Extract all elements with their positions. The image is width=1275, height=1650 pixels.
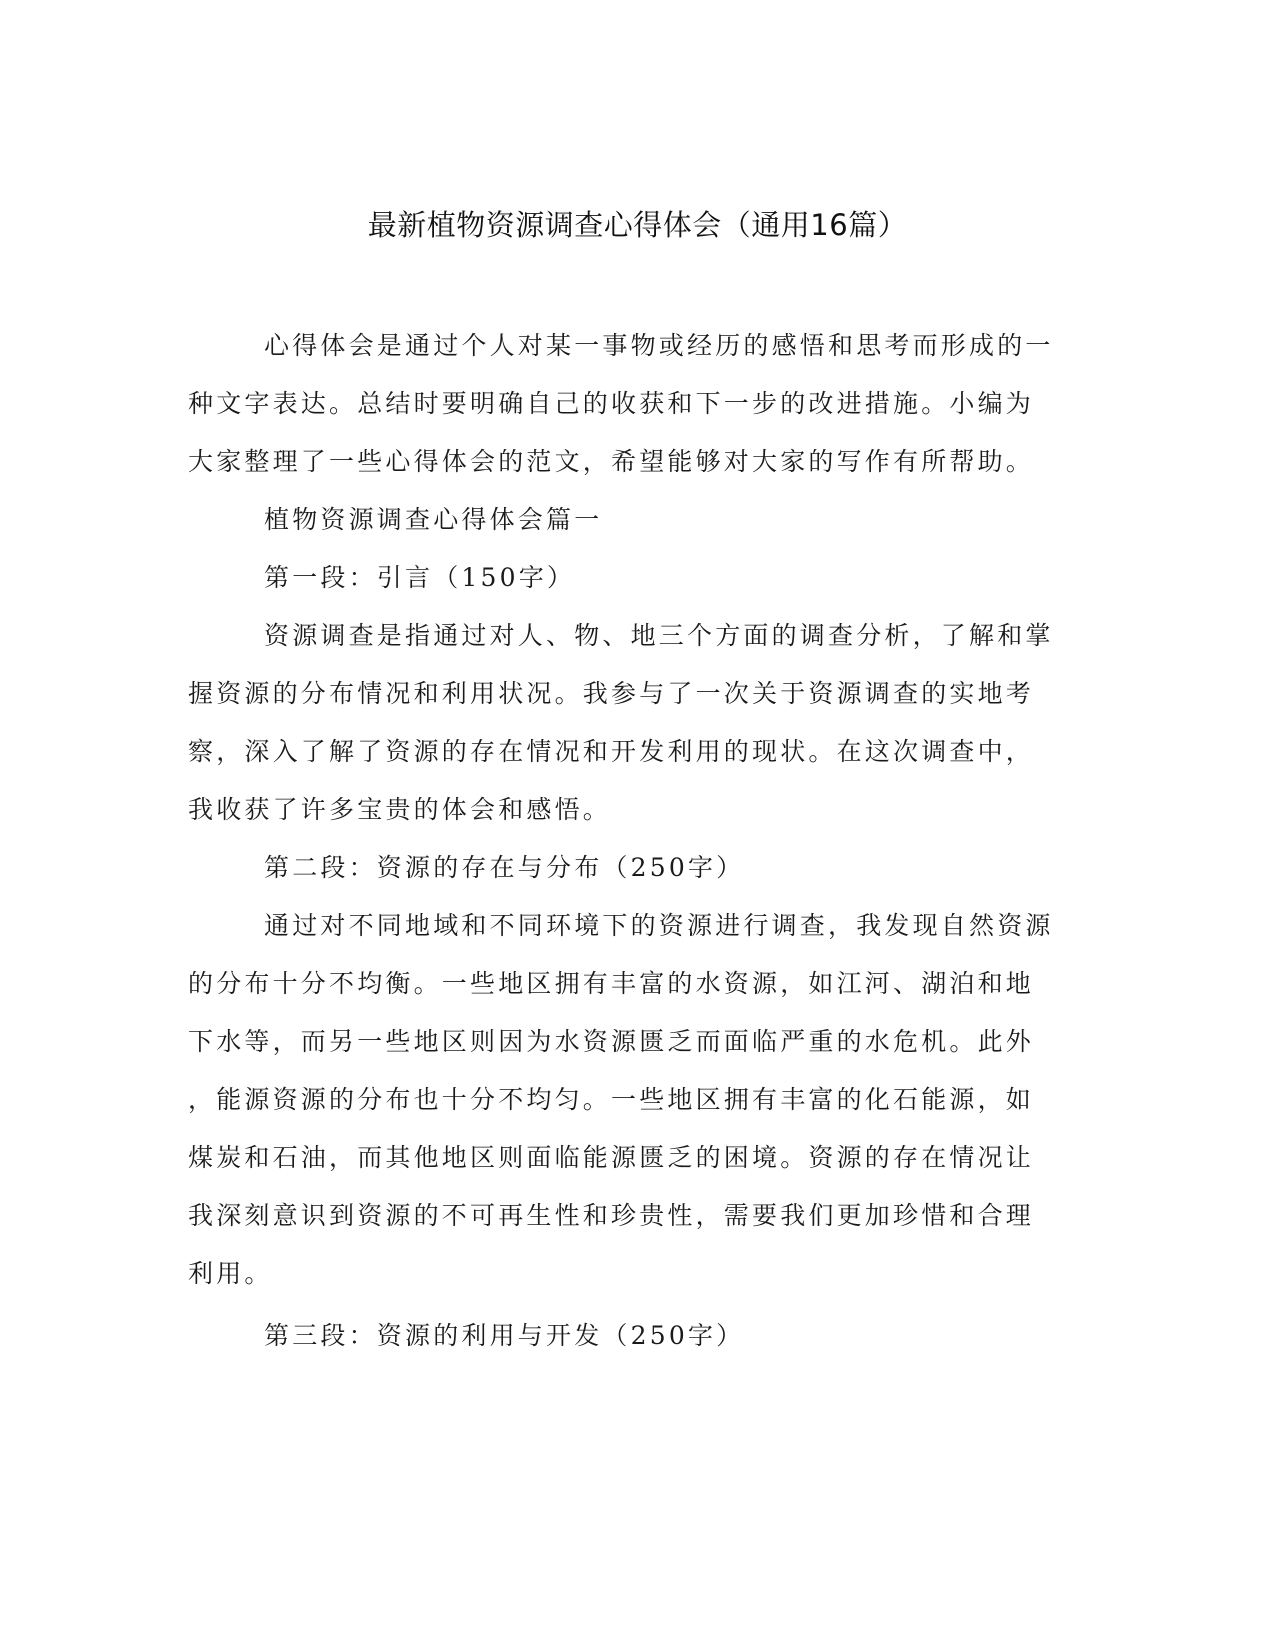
- paragraph-line: 资源调查是指通过对人、物、地三个方面的调查分析，了解和掌: [264, 621, 1054, 650]
- paragraph-line: ，能源资源的分布也十分不均匀。一些地区拥有丰富的化石能源，如: [188, 1085, 1035, 1114]
- section-heading: 第二段：资源的存在与分布（250字）: [264, 853, 745, 882]
- intro-line: 种文字表达。总结时要明确自己的收获和下一步的改进措施。小编为: [188, 389, 1035, 418]
- intro-line: 大家整理了一些心得体会的范文，希望能够对大家的写作有所帮助。: [188, 447, 1035, 476]
- document-title: 最新植物资源调查心得体会（通用16篇）: [367, 208, 908, 242]
- paragraph-line: 通过对不同地域和不同环境下的资源进行调查，我发现自然资源: [264, 911, 1054, 940]
- article-heading: 植物资源调查心得体会篇一: [264, 505, 603, 534]
- paragraph-line: 握资源的分布情况和利用状况。我参与了一次关于资源调查的实地考: [188, 679, 1035, 708]
- paragraph-line: 利用。: [188, 1259, 273, 1288]
- paragraph-line: 下水等，而另一些地区则因为水资源匮乏而面临严重的水危机。此外: [188, 1027, 1035, 1056]
- paragraph-line: 的分布十分不均衡。一些地区拥有丰富的水资源，如江河、湖泊和地: [188, 969, 1035, 998]
- paragraph-line: 我深刻意识到资源的不可再生性和珍贵性，需要我们更加珍惜和合理: [188, 1201, 1035, 1230]
- paragraph-line: 察，深入了解了资源的存在情况和开发利用的现状。在这次调查中，: [188, 737, 1035, 766]
- paragraph-line: 煤炭和石油，而其他地区则面临能源匮乏的困境。资源的存在情况让: [188, 1143, 1035, 1172]
- section-heading: 第一段：引言（150字）: [264, 563, 576, 592]
- paragraph-line: 我收获了许多宝贵的体会和感悟。: [188, 795, 612, 824]
- section-heading: 第三段：资源的利用与开发（250字）: [264, 1321, 745, 1350]
- intro-line: 心得体会是通过个人对某一事物或经历的感悟和思考而形成的一: [264, 331, 1054, 360]
